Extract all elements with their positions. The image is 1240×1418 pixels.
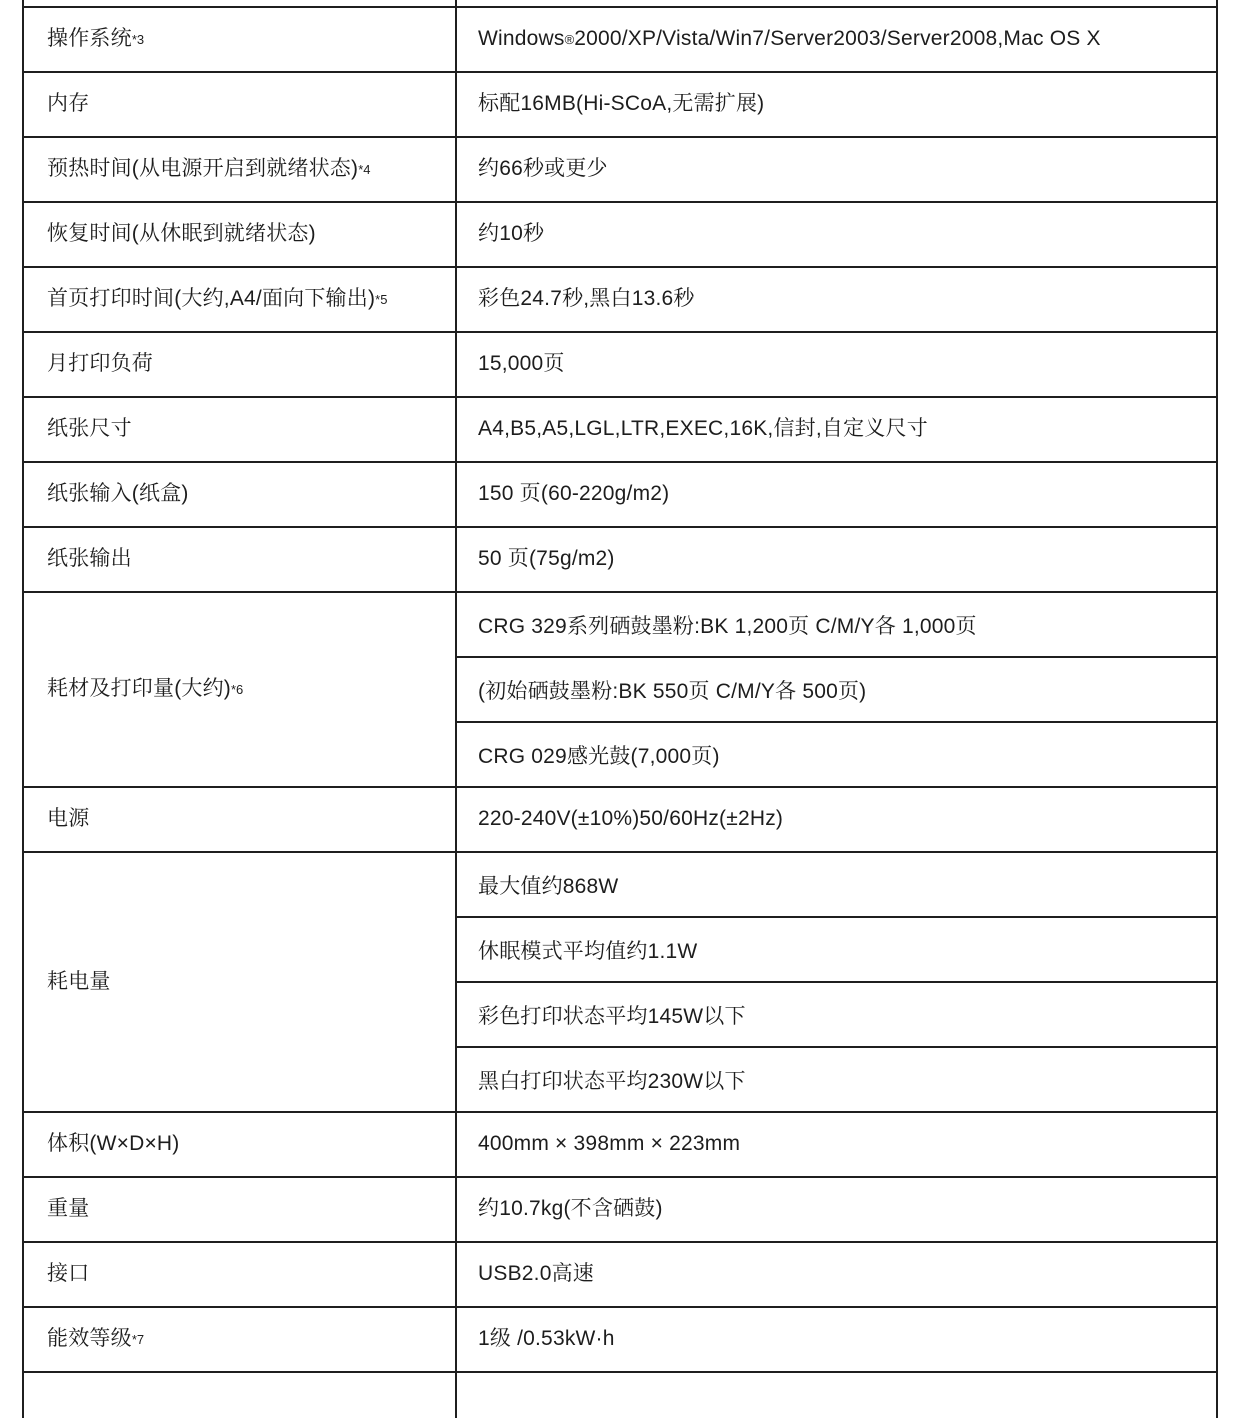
spec-value: Windows ® 2000/XP/Vista/Win7/Server2003/Server2008,Mac OS X bbox=[457, 8, 1216, 71]
spec-row-monthly-duty bbox=[24, 333, 1216, 398]
spec-value-text: 约66秒或更少 bbox=[478, 157, 608, 181]
spec-label-text: 耗材及打印量(大约) bbox=[47, 677, 231, 701]
spec-label-text: 纸张输出 bbox=[47, 547, 132, 571]
spec-subrow-color-print-power bbox=[457, 983, 1216, 1048]
spec-label bbox=[24, 73, 457, 136]
spec-row-recovery-time bbox=[24, 203, 1216, 268]
spec-value-text: 15,000页 bbox=[478, 352, 565, 376]
spec-value bbox=[457, 463, 1216, 526]
spec-label bbox=[24, 203, 457, 266]
spec-label-text: 重量 bbox=[47, 1197, 90, 1221]
spec-row-power-consumption bbox=[24, 853, 1216, 1113]
spec-subrow-max-power bbox=[457, 853, 1216, 918]
spec-value bbox=[457, 1308, 1216, 1371]
spec-value-text: 约10秒 bbox=[478, 222, 545, 246]
spec-row-os bbox=[24, 8, 1216, 73]
spec-value bbox=[457, 1178, 1216, 1241]
spec-label-text: 月打印负荷 bbox=[47, 352, 153, 376]
spec-label bbox=[24, 788, 457, 851]
spec-value bbox=[457, 1243, 1216, 1306]
spec-value bbox=[457, 398, 1216, 461]
spec-value bbox=[457, 333, 1216, 396]
spec-value bbox=[457, 268, 1216, 331]
spec-label-text: 能效等级 bbox=[47, 1327, 132, 1351]
spec-label-text: 预热时间(从电源开启到就绪状态) bbox=[47, 157, 359, 181]
spec-label bbox=[24, 853, 457, 1111]
spec-label-text: 接口 bbox=[47, 1262, 90, 1286]
spec-row-consumables bbox=[24, 593, 1216, 788]
spec-label-text: 纸张尺寸 bbox=[47, 417, 132, 441]
spec-row-first-print-time bbox=[24, 268, 1216, 333]
spec-row-paper-size bbox=[24, 398, 1216, 463]
printer-spec-table bbox=[22, 0, 1218, 1418]
spec-label bbox=[24, 528, 457, 591]
spec-value-text: 休眠模式平均值约1.1W bbox=[478, 939, 698, 963]
spec-label: 预热时间(从电源开启到就绪状态) *4 bbox=[24, 138, 457, 201]
spec-value-text: CRG 029感光鼓(7,000页) bbox=[478, 744, 720, 768]
spec-row-dimensions bbox=[24, 1113, 1216, 1178]
spec-value-text: CRG 329系列硒鼓墨粉:BK 1,200页 C/M/Y各 1,000页 bbox=[478, 614, 977, 638]
spec-value bbox=[457, 1113, 1216, 1176]
spec-value bbox=[457, 203, 1216, 266]
spec-label-text: 体积(W×D×H) bbox=[47, 1132, 180, 1156]
spec-row-weight bbox=[24, 1178, 1216, 1243]
spec-label-text: 操作系统 bbox=[47, 27, 132, 51]
spec-label-text: 恢复时间(从休眠到就绪状态) bbox=[47, 222, 316, 246]
spec-subrow-sleep-power bbox=[457, 918, 1216, 983]
spec-label bbox=[24, 333, 457, 396]
spec-subrow-mono-print-power bbox=[457, 1048, 1216, 1111]
spec-row-energy-rating bbox=[24, 1308, 1216, 1373]
spec-row-warmup-time bbox=[24, 138, 1216, 203]
spec-label-text: 首页打印时间(大约,A4/面向下输出) bbox=[47, 287, 376, 311]
spec-value-text: 标配16MB(Hi-SCoA,无需扩展) bbox=[478, 92, 765, 116]
spec-value-text: USB2.0高速 bbox=[478, 1262, 594, 1286]
spec-value-text: 2000/XP/Vista/Win7/Server2003/Server2008,Mac OS X bbox=[574, 27, 1101, 51]
spec-value-text: 50 页(75g/m2) bbox=[478, 547, 615, 571]
spec-subrow-starter-toner bbox=[457, 658, 1216, 723]
spec-value-text: (初始硒鼓墨粉:BK 550页 C/M/Y各 500页) bbox=[478, 679, 867, 703]
spec-label bbox=[24, 1243, 457, 1306]
spec-subrow-drum-crg029 bbox=[457, 723, 1216, 786]
partial-value-cell bbox=[457, 0, 1216, 6]
spec-value bbox=[457, 73, 1216, 136]
spec-row-memory bbox=[24, 73, 1216, 138]
spec-value-text: A4,B5,A5,LGL,LTR,EXEC,16K,信封,自定义尺寸 bbox=[478, 417, 928, 441]
partial-label-cell bbox=[24, 0, 457, 6]
spec-label: 能效等级 *7 bbox=[24, 1308, 457, 1371]
partial-row-top bbox=[24, 0, 1216, 8]
spec-value-text: 1级 /0.53kW·h bbox=[478, 1327, 615, 1351]
spec-value-text: 黑白打印状态平均230W以下 bbox=[478, 1069, 746, 1093]
spec-label bbox=[24, 463, 457, 526]
spec-value-text: 彩色24.7秒,黑白13.6秒 bbox=[478, 287, 695, 311]
spec-value-text: 最大值约868W bbox=[478, 874, 619, 898]
spec-row-paper-output bbox=[24, 528, 1216, 593]
spec-value-text: 彩色打印状态平均145W以下 bbox=[478, 1004, 746, 1028]
consumables-subrows bbox=[457, 593, 1216, 786]
spec-value-text: 400mm × 398mm × 223mm bbox=[478, 1132, 741, 1156]
power-consumption-subrows bbox=[457, 853, 1216, 1111]
spec-label: 首页打印时间(大约,A4/面向下输出) *5 bbox=[24, 268, 457, 331]
spec-value bbox=[457, 528, 1216, 591]
spec-label bbox=[24, 1113, 457, 1176]
spec-label-text: 电源 bbox=[47, 807, 90, 831]
spec-label: 操作系统 *3 bbox=[24, 8, 457, 71]
spec-label bbox=[24, 1178, 457, 1241]
spec-label-text: 耗电量 bbox=[47, 969, 111, 993]
spec-row-power-supply bbox=[24, 788, 1216, 853]
spec-subrow-toner-crg329 bbox=[457, 593, 1216, 658]
spec-label: 耗材及打印量(大约) *6 bbox=[24, 593, 457, 786]
spec-row-interface bbox=[24, 1243, 1216, 1308]
spec-label-text: 内存 bbox=[47, 92, 90, 116]
spec-value bbox=[457, 138, 1216, 201]
spec-value-text: 150 页(60-220g/m2) bbox=[478, 482, 670, 506]
spec-row-paper-input bbox=[24, 463, 1216, 528]
spec-label bbox=[24, 398, 457, 461]
spec-value-text: Windows bbox=[478, 27, 565, 51]
spec-value-text: 约10.7kg(不含硒鼓) bbox=[478, 1197, 663, 1221]
spec-value-text: 220-240V(±10%)50/60Hz(±2Hz) bbox=[478, 807, 784, 831]
spec-value bbox=[457, 788, 1216, 851]
spec-label-text: 纸张输入(纸盒) bbox=[47, 482, 189, 506]
